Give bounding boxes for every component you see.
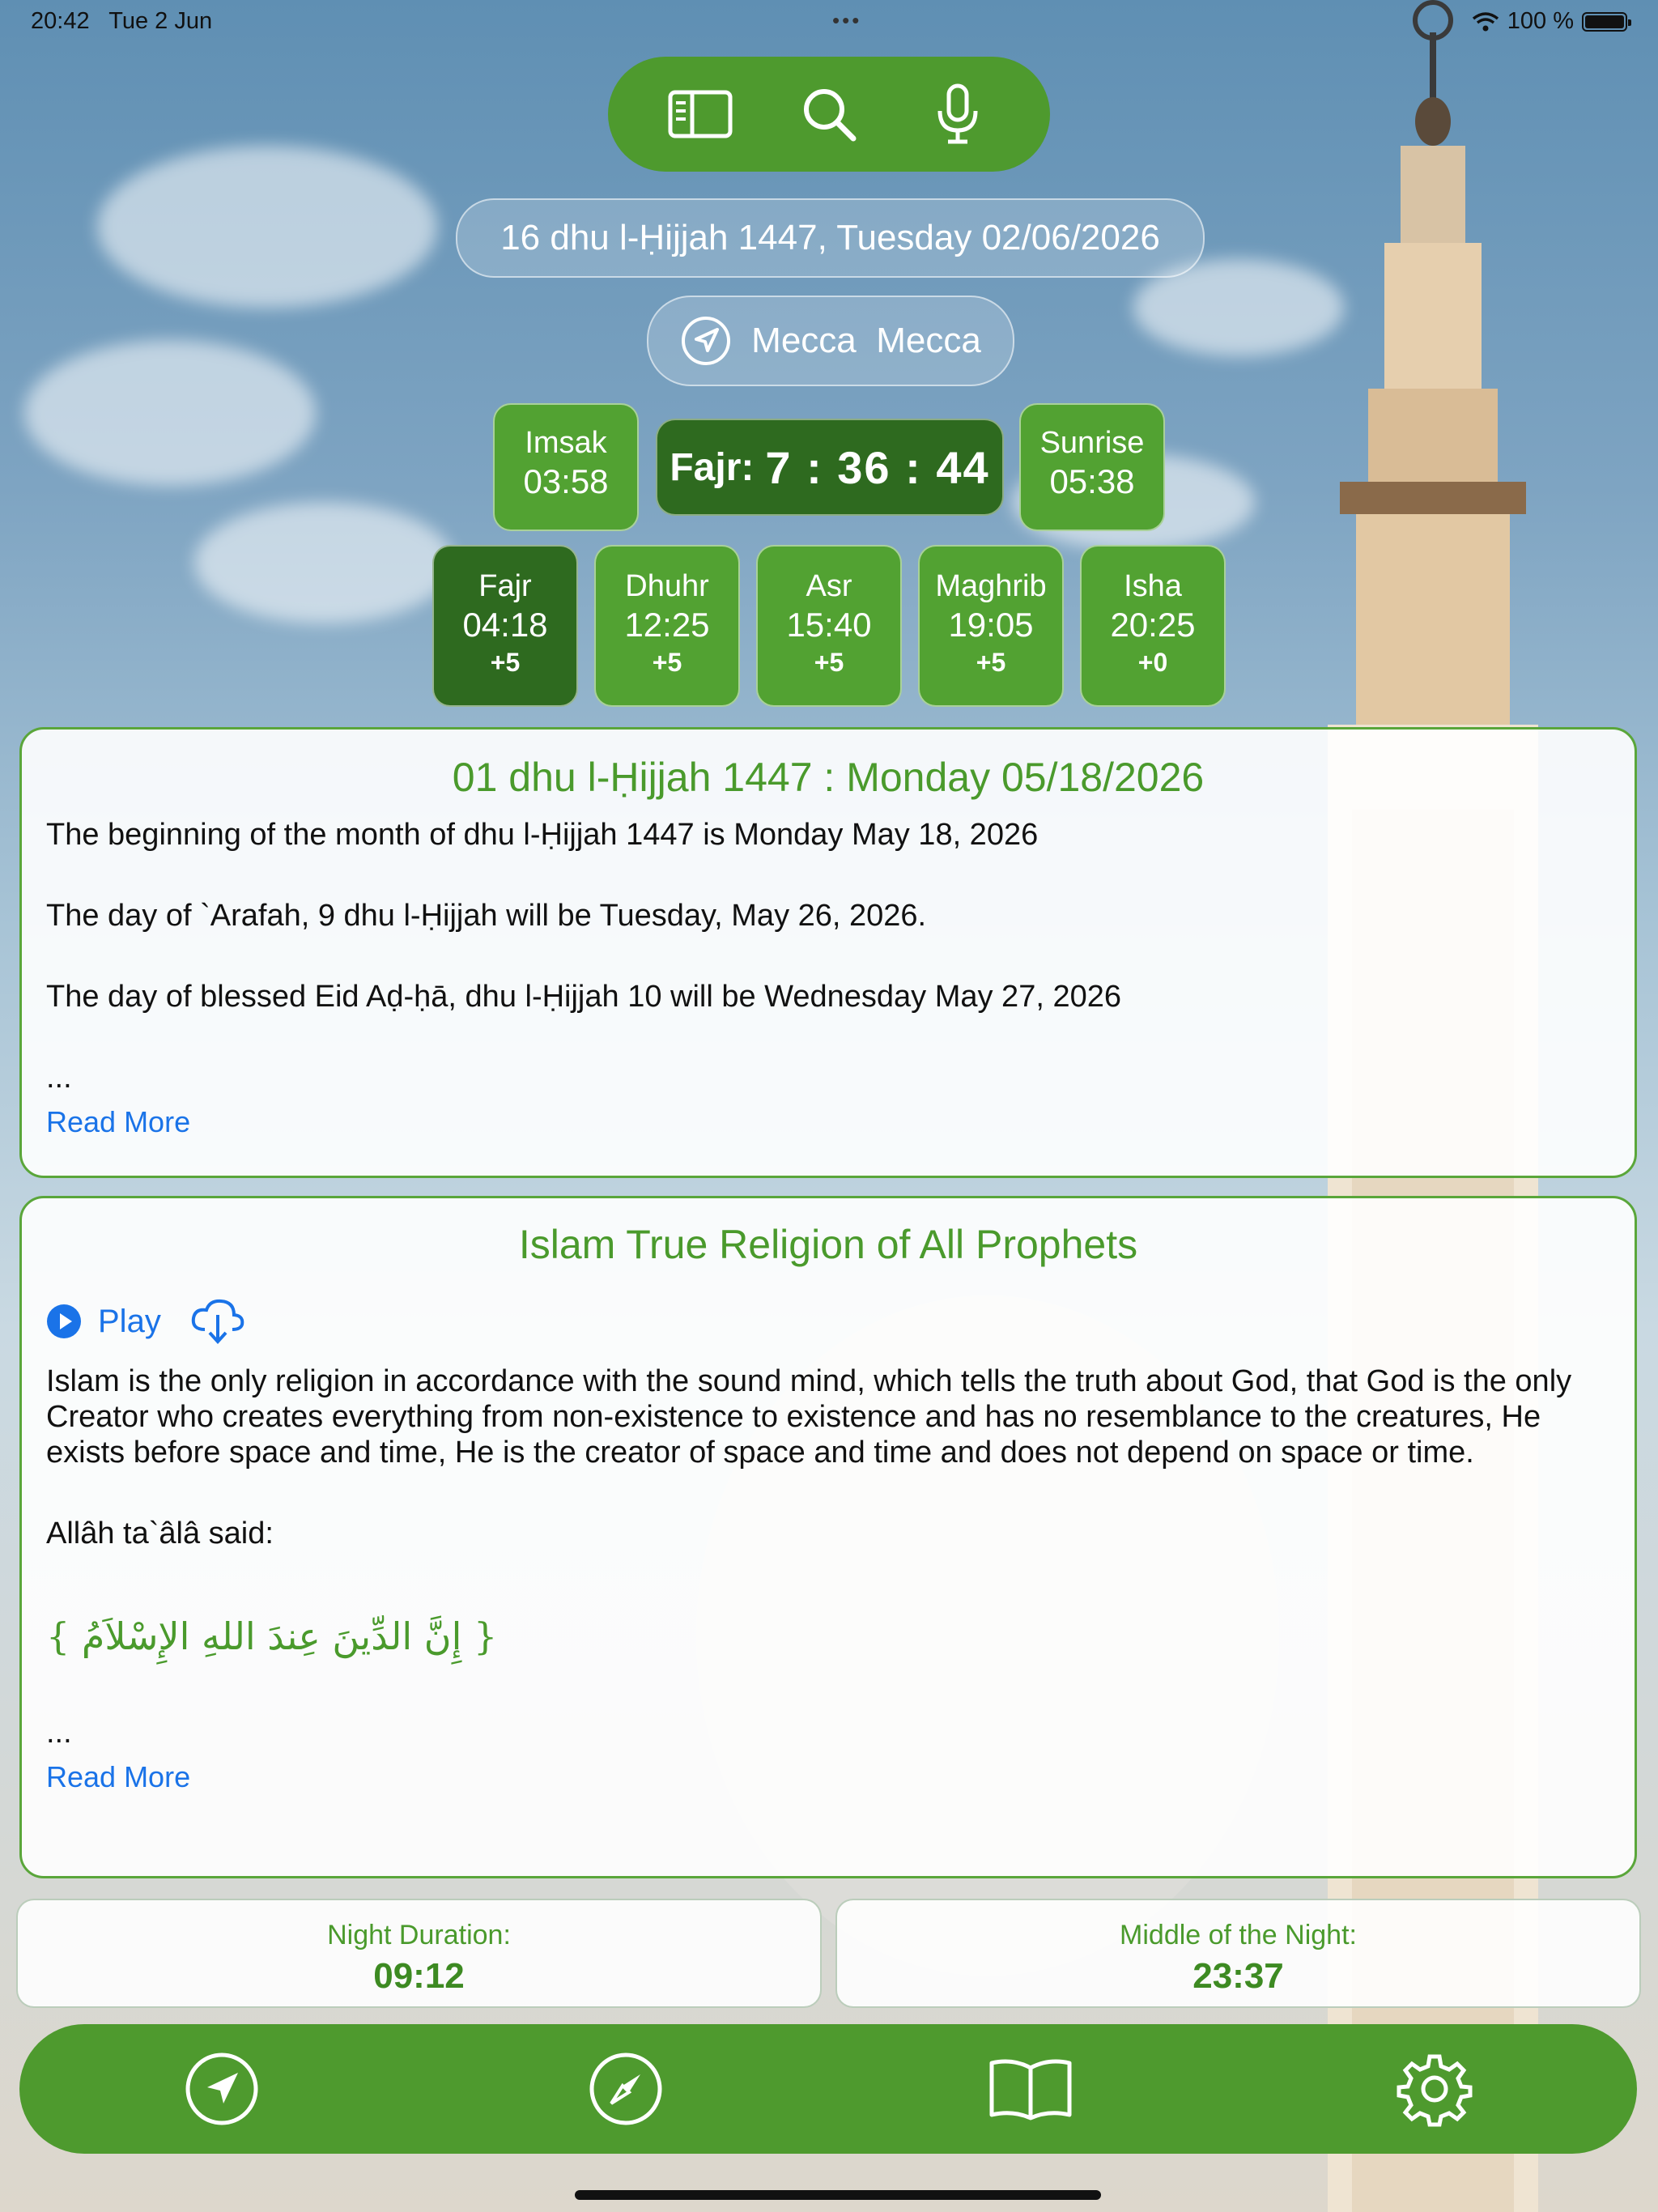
prayer-offset: +5 <box>652 648 682 677</box>
night-duration-label: Night Duration: <box>327 1920 511 1950</box>
book-icon <box>988 2057 1073 2121</box>
month-line-2: The day of `Arafah, 9 dhu l-Ḥijjah will be Tuesday, May 26, 2026. <box>46 899 927 933</box>
article-title: Islam True Religion of All Prophets <box>518 1222 1138 1267</box>
voice-search-button[interactable] <box>921 78 994 151</box>
tab-location[interactable] <box>173 2040 270 2138</box>
next-prayer-countdown <box>656 419 1004 516</box>
countdown-value: 7 : 36 : 44 <box>765 441 990 493</box>
prayer-name: Maghrib <box>935 569 1047 603</box>
play-button[interactable] <box>46 1304 161 1340</box>
article-body: Islam is the only religion in accordance with the sound mind, which tells the truth about God, that God is the only Creator who creates everything from non-existence to existence and has no resemblance to the creatures, He exists before space and time, He is the creator of space and time and does not depend on space or time. <box>46 1364 1572 1470</box>
arabic-verse: { إِنَّ الدِّينَ عِندَ اللهِ الإِسْلاَمُ } <box>46 1614 498 1658</box>
countdown-label: Fajr: <box>670 445 755 489</box>
middle-night-box <box>835 1899 1641 2008</box>
sidebar-toggle-button[interactable] <box>664 78 737 151</box>
article-ellipsis: ... <box>46 1716 72 1750</box>
location-arrow-icon <box>680 315 732 367</box>
prayer-time: 20:25 <box>1110 606 1196 644</box>
prayer-time: 19:05 <box>948 606 1034 644</box>
imsak-time: 03:58 <box>523 462 609 500</box>
month-read-more-link[interactable]: Read More <box>46 1105 191 1138</box>
prayer-name: Dhuhr <box>625 569 709 603</box>
middle-night-label: Middle of the Night: <box>1120 1920 1357 1950</box>
month-line-3: The day of blessed Eid Aḍ-ḥā, dhu l-Ḥijjah 10 will be Wednesday May 27, 2026 <box>46 980 1121 1014</box>
prayer-time: 12:25 <box>624 606 710 644</box>
sidebar-icon <box>668 90 733 138</box>
month-info-card <box>19 727 1637 1178</box>
prayer-offset: +5 <box>976 648 1006 677</box>
prayer-tile-isha[interactable] <box>1080 545 1226 707</box>
bottom-tab-bar <box>19 2024 1637 2154</box>
home-indicator[interactable] <box>575 2190 1101 2200</box>
prayer-name: Fajr <box>478 569 532 603</box>
location-pill[interactable] <box>647 296 1014 386</box>
prayer-time: 04:18 <box>462 606 548 644</box>
tab-quran[interactable] <box>982 2040 1079 2138</box>
hijri-date-pill[interactable] <box>456 198 1205 278</box>
status-bar <box>31 8 1627 36</box>
play-label: Play <box>98 1303 161 1339</box>
tab-settings[interactable] <box>1386 2040 1483 2138</box>
status-time: 20:42 Tue 2 Jun <box>31 8 213 34</box>
prayer-offset: +5 <box>490 648 521 677</box>
prayer-name: Asr <box>806 569 852 603</box>
tab-qibla-compass[interactable] <box>577 2040 674 2138</box>
prayer-tile-asr[interactable] <box>756 545 902 707</box>
search-icon <box>800 85 858 143</box>
month-line-1: The beginning of the month of dhu l-Ḥijjah 1447 is Monday May 18, 2026 <box>46 818 1039 852</box>
imsak-tile[interactable] <box>493 403 639 531</box>
prayer-tile-maghrib[interactable] <box>918 545 1064 707</box>
location-arrow-icon <box>185 2052 259 2126</box>
multitasking-dots[interactable]: ••• <box>832 8 862 32</box>
middle-night-value: 23:37 <box>1192 1956 1284 1996</box>
play-icon <box>46 1304 82 1339</box>
battery-icon <box>1582 12 1627 32</box>
quote-intro: Allâh ta`âlâ said: <box>46 1516 274 1551</box>
compass-icon <box>589 2052 663 2126</box>
location-label: Mecca Mecca <box>751 321 981 360</box>
sunrise-name: Sunrise <box>1039 426 1145 460</box>
sunrise-tile[interactable] <box>1019 403 1165 531</box>
battery-percent: 100 % <box>1507 8 1574 34</box>
month-card-title: 01 dhu l-Ḥijjah 1447 : Monday 05/18/2026 <box>452 755 1205 800</box>
article-card <box>19 1196 1637 1878</box>
date-text: 16 dhu l-Ḥijjah 1447, Tuesday 02/06/2026 <box>500 218 1160 257</box>
prayer-name: Isha <box>1124 569 1182 603</box>
prayer-time: 15:40 <box>786 606 872 644</box>
prayer-offset: +5 <box>814 648 844 677</box>
gear-icon <box>1396 2050 1473 2128</box>
cloud-download-icon[interactable] <box>189 1297 247 1346</box>
night-duration-box <box>16 1899 822 2008</box>
sunrise-time: 05:38 <box>1049 462 1135 500</box>
imsak-name: Imsak <box>525 426 607 460</box>
month-ellipsis: ... <box>46 1061 72 1095</box>
wifi-icon <box>1472 11 1499 32</box>
top-toolbar <box>608 57 1050 172</box>
search-button[interactable] <box>793 78 865 151</box>
prayer-tile-dhuhr[interactable] <box>594 545 740 707</box>
prayer-offset: +0 <box>1137 648 1168 677</box>
prayer-tile-fajr[interactable] <box>432 545 578 707</box>
microphone-icon <box>935 83 980 145</box>
night-duration-value: 09:12 <box>373 1956 465 1996</box>
article-read-more-link[interactable]: Read More <box>46 1760 191 1793</box>
